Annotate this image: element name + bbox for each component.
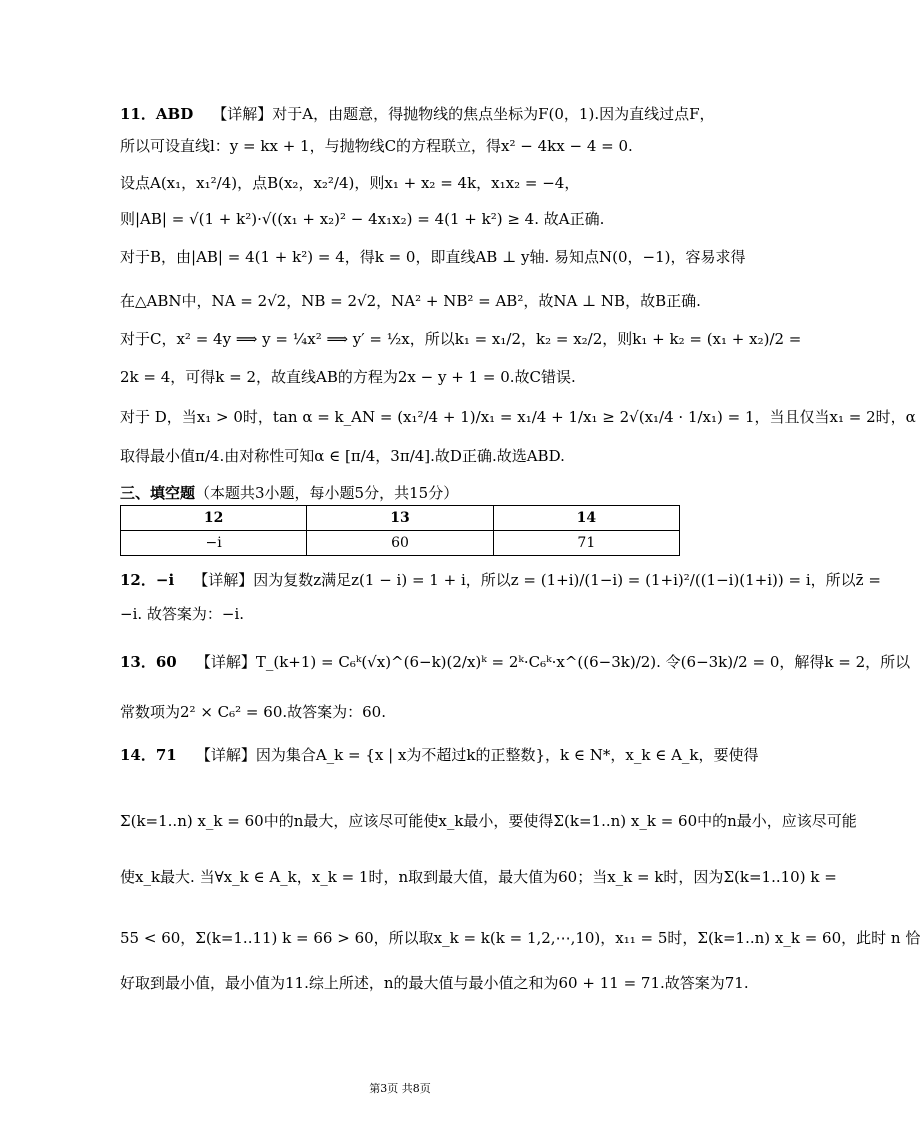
q12-text-1: 因为复数z满足z(1 − i) = 1 + i，所以z = (1+i)/(1−i) = (1+i)²/((1−i)(1+i)) = i，所以z̄ =	[253, 571, 881, 589]
q11-line-10: 取得最小值π/4.由对称性可知α ∈ [π/4，3π/4].故D正确.故选ABD.	[120, 447, 565, 465]
q12-number: 12．−i	[120, 571, 175, 589]
header-cell-12: 12	[121, 506, 307, 531]
header-cell-13: 13	[307, 506, 493, 531]
q11-text-1: 对于A，由题意，得抛物线的焦点坐标为F(0，1).因为直线过点F，	[272, 105, 715, 123]
answer-table-header-row	[121, 506, 680, 531]
q14-number: 14．71	[120, 746, 177, 764]
answer-cell-13: 60	[307, 531, 493, 556]
q11-line-8: 2k = 4，可得k = 2，故直线AB的方程为2x − y + 1 = 0.故C错误.	[120, 368, 576, 386]
q12-line-1	[120, 569, 881, 591]
q11-line-3: 设点A(x₁，x₁²/4)，点B(x₂，x₂²/4)，则x₁ + x₂ = 4k，x₁x₂ = −4，	[120, 174, 580, 192]
q13-line-2: 常数项为2² × C₆² = 60.故答案为：60.	[120, 703, 386, 721]
answer-cell-12: −i	[121, 531, 307, 556]
q14-line-5: 好取到最小值，最小值为11.综上所述，n的最大值与最小值之和为60 + 11 = 71.故答案为71.	[120, 974, 749, 992]
q12-tag: 【详解】	[193, 571, 254, 589]
header-cell-14: 14	[493, 506, 679, 531]
section-title: 三、填空题	[120, 484, 196, 502]
section-heading	[120, 482, 690, 504]
q13-tag: 【详解】	[195, 653, 256, 671]
q14-line-1	[120, 744, 759, 766]
q11-line-6: 在△ABN中，NA = 2√2，NB = 2√2，NA² + NB² = AB²，故NA ⊥ NB，故B正确.	[120, 292, 701, 310]
section-note: （本题共3小题，每小题5分，共15分）	[195, 484, 459, 502]
answer-cell-14: 71	[493, 531, 679, 556]
q11-line-7: 对于C，x² = 4y ⟹ y = ¼x² ⟹ y′ = ½x，所以k₁ = x₁/2，k₂ = x₂/2，则k₁ + k₂ = (x₁ + x₂)/2 =	[120, 330, 802, 348]
q11-line-2: 所以可设直线l：y = kx + 1，与抛物线C的方程联立，得x² − 4kx − 4 = 0.	[120, 137, 633, 155]
q13-text-1: T_(k+1) = C₆ᵏ(√x)^(6−k)(2/x)ᵏ = 2ᵏ·C₆ᵏ·x^((6−3k)/2). 令(6−3k)/2 = 0，解得k = 2，所以	[255, 653, 911, 671]
q13-number: 13．60	[120, 653, 177, 671]
q14-line-4: 55 < 60，Σ(k=1..11) k = 66 > 60，所以取x_k = k(k = 1,2,⋯,10)，x₁₁ = 5时，Σ(k=1..n) x_k = 60，此时 n 恰	[120, 929, 920, 947]
q14-text-1: 因为集合A_k = {x | x为不超过k的正整数}，k ∈ N*，x_k ∈ A_k，要使得	[255, 746, 759, 764]
q11-tag: 【详解】	[212, 105, 273, 123]
answer-table	[120, 505, 680, 556]
q14-line-2: Σ(k=1..n) x_k = 60中的n最大，应该尽可能使x_k最小，要使得Σ(k=1..n) x_k = 60中的n最小，应该尽可能	[120, 812, 857, 830]
q11-line-1	[120, 103, 715, 125]
q11-line-9: 对于 D，当x₁ > 0时，tan α = k_AN = (x₁²/4 + 1)/x₁ = x₁/4 + 1/x₁ ≥ 2√(x₁/4 · 1/x₁) = 1，当且仅当x₁ = 2时，α	[120, 408, 916, 426]
answer-table-answer-row	[121, 531, 680, 556]
q14-line-3: 使x_k最大. 当∀x_k ∈ A_k，x_k = 1时，n取到最大值，最大值为60；当x_k = k时，因为Σ(k=1..10) k =	[120, 868, 837, 886]
q11-line-5: 对于B，由|AB| = 4(1 + k²) = 4，得k = 0，即直线AB ⊥ y轴. 易知点N(0，−1)，容易求得	[120, 248, 746, 266]
q14-tag: 【详解】	[195, 746, 256, 764]
q13-line-1	[120, 651, 911, 673]
q11-number: 11．ABD	[120, 105, 194, 123]
page-footer: 第3页 共8页	[369, 1082, 431, 1095]
q11-line-4: 则|AB| = √(1 + k²)·√((x₁ + x₂)² − 4x₁x₂) = 4(1 + k²) ≥ 4. 故A正确.	[120, 210, 605, 228]
q12-line-2: −i. 故答案为：−i.	[120, 605, 245, 623]
